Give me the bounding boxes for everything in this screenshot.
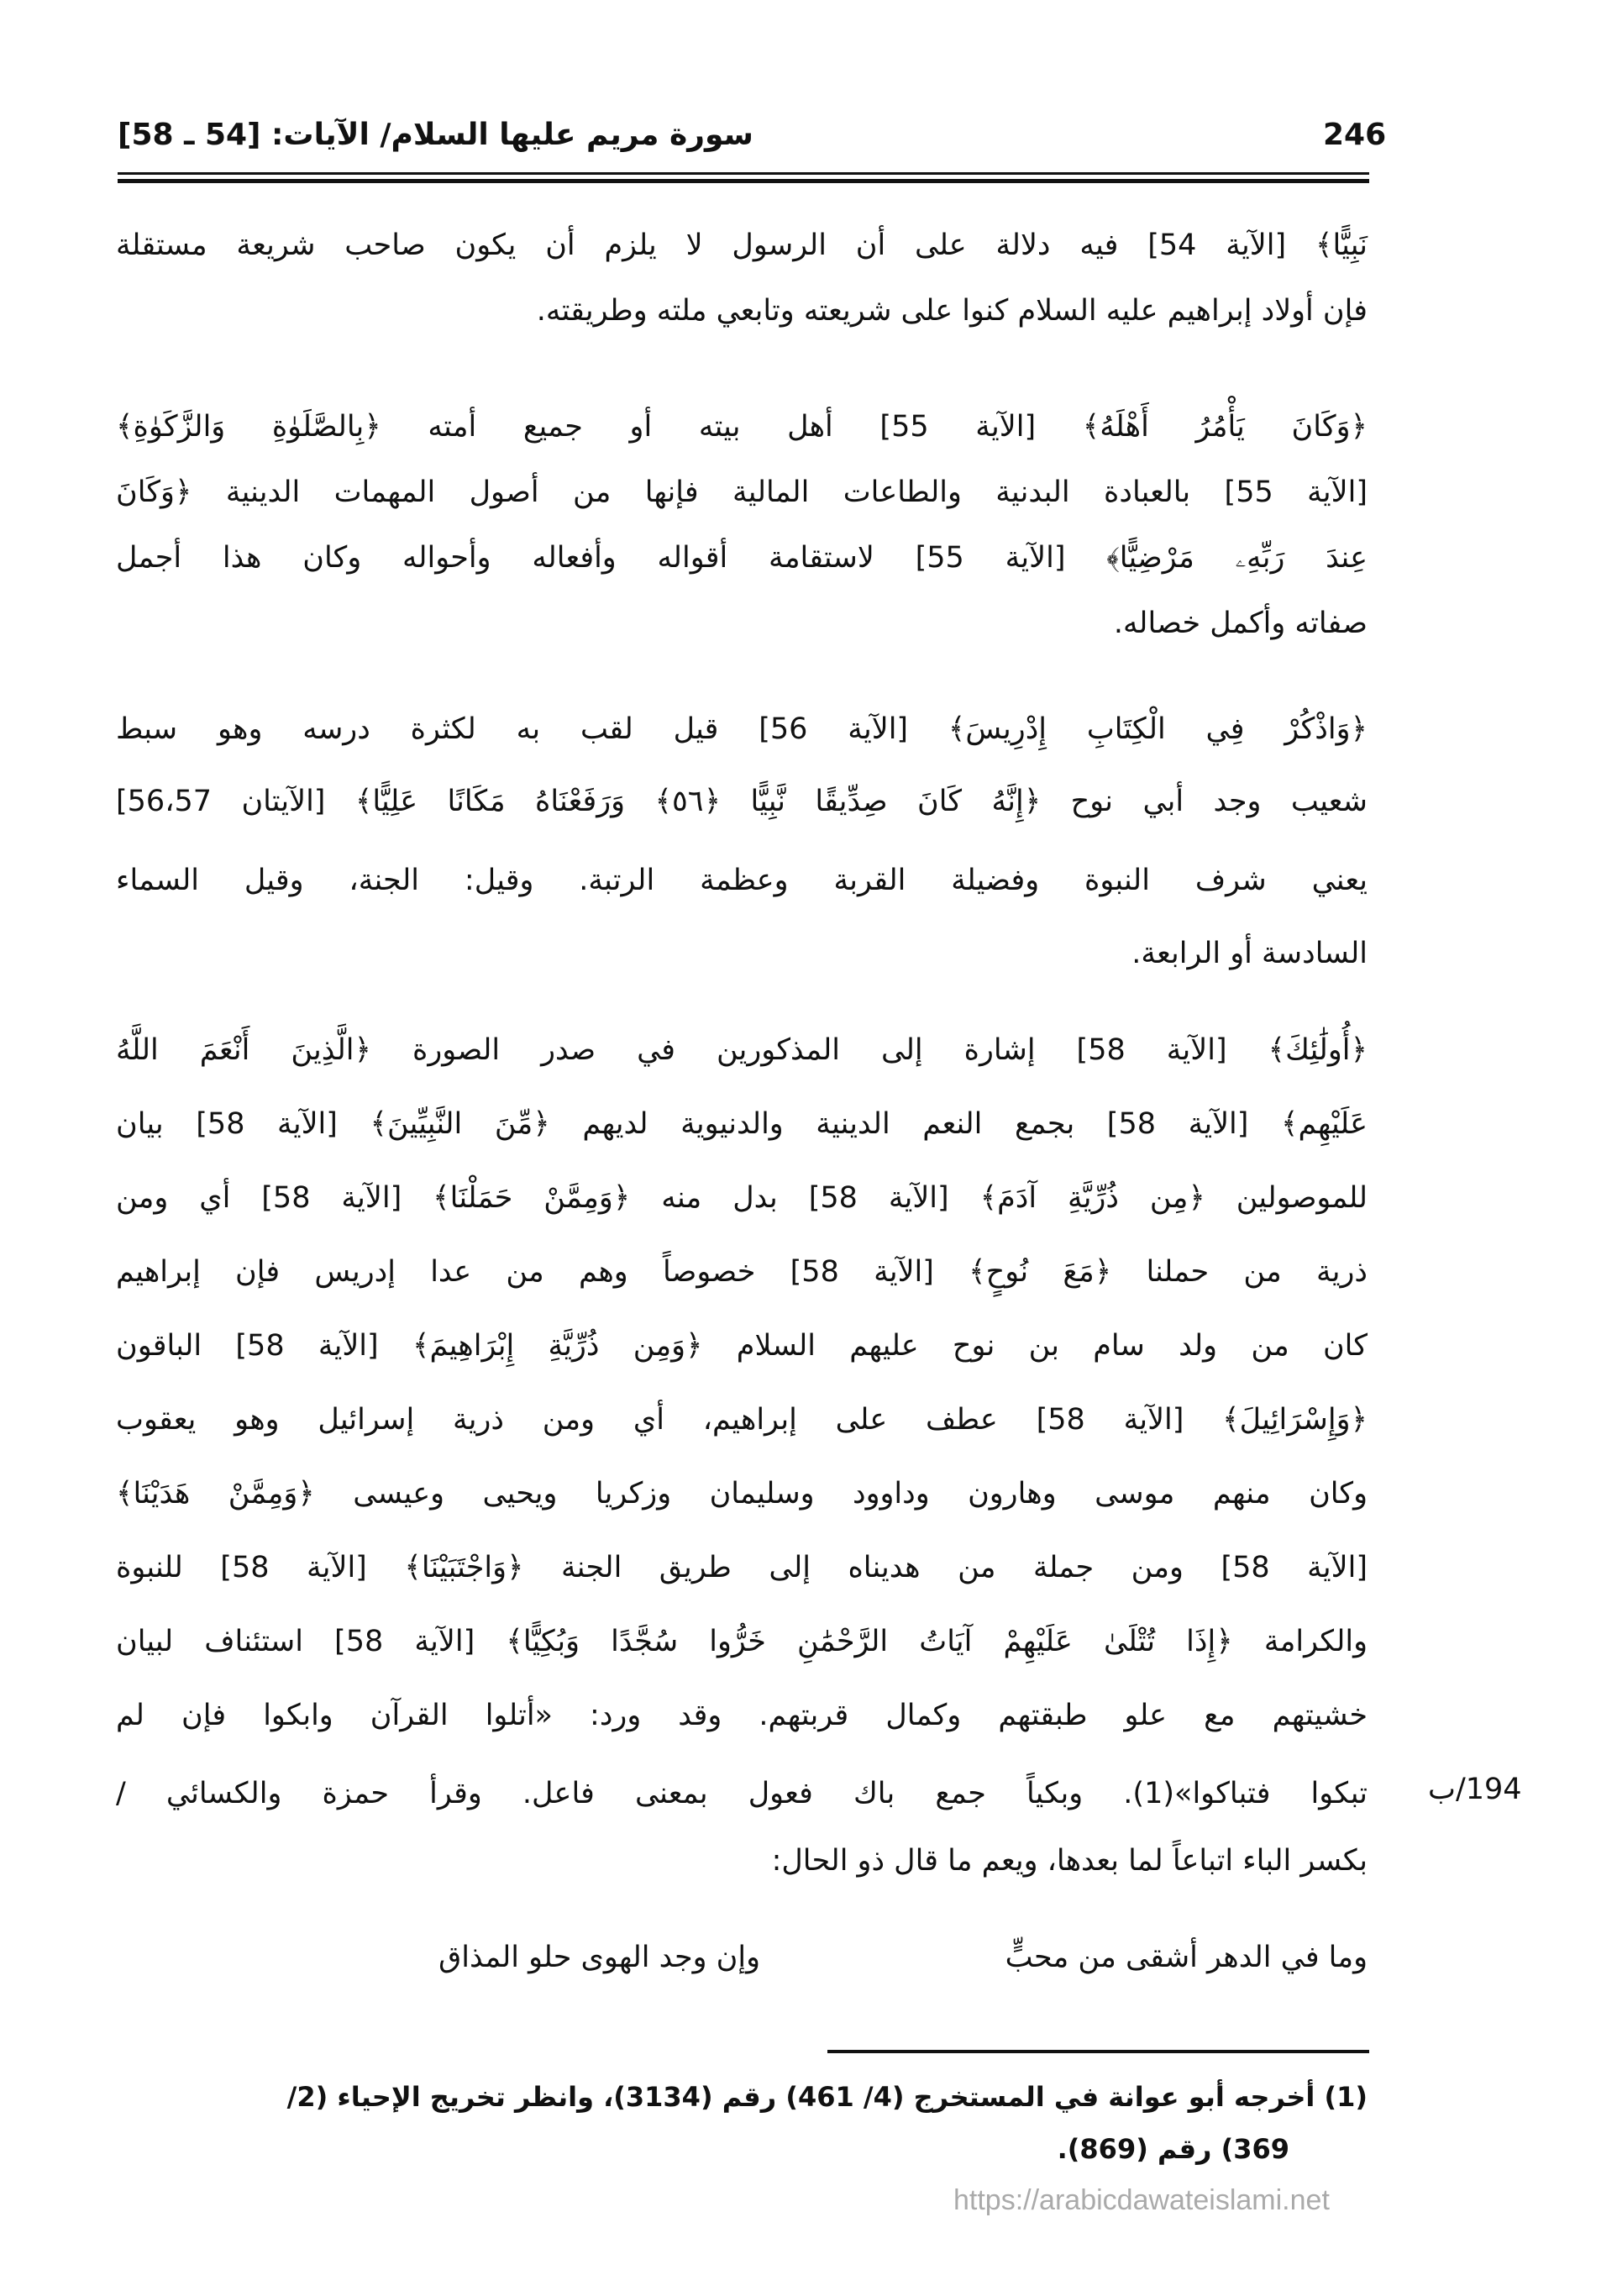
margin-folio-note: 194/ب [1428,1773,1522,1806]
header-rule [118,172,1369,175]
text-line: عَلَيْهِم﴾ [الآية 58] بجمع النعم الدينية والدنيوية لديهم ﴿مِّنَ النَّبِيِّينَ﴾ [الآية 58] بيان [116,1107,1368,1141]
text-line: [الآية 58] ومن جملة من هديناه إلى طريق الجنة ﴿وَاجْتَبَيْنَا﴾ [الآية 58] للنبوة [116,1551,1368,1584]
text-line: ذرية من حملنا ﴿مَعَ نُوحٍ﴾ [الآية 58] خصوصاً وهم من عدا إدريس فإن إبراهيم [116,1255,1368,1289]
text-line: ﴿وَكَانَ يَأْمُرُ أَهْلَهُ﴾ [الآية 55] أهل بيته أو جميع أمته ﴿بِالصَّلَوٰةِ وَالزَّكَوٰةِ﴾ [116,410,1368,444]
text-line: ﴿وَاذْكُرْ فِي الْكِتَابِ إِدْرِيسَ﴾ [الآية 56] قيل لقب به لكثرة درسه وهو سبط [116,712,1368,746]
verse-first-hemistich: وما في الدهر أشقى من محبٍّ [1005,1941,1368,1974]
text-line: بكسر الباء اتباعاً لما بعدها، ويعم ما قال ذو الحال: [771,1844,1368,1878]
verse-second-hemistich: وإن وجد الهوى حلو المذاق [438,1941,760,1974]
text-line: يعني شرف النبوة وفضيلة القربة وعظمة الرتبة. وقيل: الجنة، وقيل السماء [116,864,1368,897]
text-line: للموصولين ﴿مِن ذُرِّيَّةِ آدَمَ﴾ [الآية 58] بدل منه ﴿وَمِمَّنْ حَمَلْنَا﴾ [الآية 58] أي ومن [116,1181,1368,1215]
text-line: ﴿أُولَٰئِكَ﴾ [الآية 58] إشارة إلى المذكورين في صدر الصورة ﴿الَّذِينَ أَنْعَمَ اللَّهُ [116,1033,1368,1067]
running-title: سورة مريم عليها السلام/ الآيات: [54 ـ 58] [118,118,753,152]
text-line: خشيتهم مع علو طبقتهم وكمال قربتهم. وقد ورد: «أتلوا القرآن وابكوا فإن لم [116,1699,1368,1732]
text-line: [الآية 55] بالعبادة البدنية والطاعات المالية فإنها من أصول المهمات الدينية ﴿وَكَانَ [116,475,1368,509]
header-rule-thick [118,179,1369,183]
text-line: ﴿وَإِسْرَائِيلَ﴾ [الآية 58] عطف على إبراهيم، أي ومن ذرية إسرائيل وهو يعقوب [116,1403,1368,1437]
page-number: 246 [1323,118,1387,152]
text-line: السادسة أو الرابعة. [1131,937,1368,970]
text-line: وكان منهم موسى وهارون وداوود وسليمان وزكريا ويحيى وعيسى ﴿وَمِمَّنْ هَدَيْنَا﴾ [116,1477,1368,1511]
footnote-line: 369) رقم (869). [1057,2133,1289,2165]
text-line: شعيب وجد أبي نوح ﴿إِنَّهُ كَانَ صِدِّيقًا نَّبِيًّا ﴿٥٦﴾ وَرَفَعْنَاهُ مَكَانًا عَلِيًّا﴾ [الآيتان 56،57] [116,785,1368,818]
text-line: نَبِيًّا﴾ [الآية 54] فيه دلالة على أن الرسول لا يلزم أن يكون صاحب شريعة مستقلة [116,229,1368,262]
text-line: كان من ولد سام بن نوح عليهم السلام ﴿وَمِن ذُرِّيَّةِ إِبْرَاهِيمَ﴾ [الآية 58] الباقون [116,1329,1368,1363]
text-line: والكرامة ﴿إِذَا تُتْلَىٰ عَلَيْهِمْ آيَاتُ الرَّحْمَٰنِ خَرُّوا سُجَّدًا وَبُكِيًّا﴾ [الآية 58] استئناف لبيان [116,1625,1368,1658]
text-line: تبكوا فتباكوا»(1). وبكياً جمع باك فعول بمعنى فاعل. وقرأ حمزة والكسائي / [116,1777,1368,1810]
footnote-rule [827,2050,1369,2053]
watermark-url: https://arabicdawateislami.net [953,2184,1330,2216]
text-line: صفاته وأكمل خصاله. [1113,607,1368,640]
footnote-line: (1) أخرجه أبو عوانة في المستخرج (4/ 461) رقم (3134)، وانظر تخريج الإحياء (2/ [286,2081,1368,2113]
text-line: عِندَ رَبِّهِۦ مَرْضِيًّا﴾ [الآية 55] لاستقامة أقواله وأفعاله وأحواله وكان هذا أجمل [116,541,1368,575]
text-line: فإن أولاد إبراهيم عليه السلام كنوا على شريعته وتابعي ملته وطريقته. [536,294,1368,328]
